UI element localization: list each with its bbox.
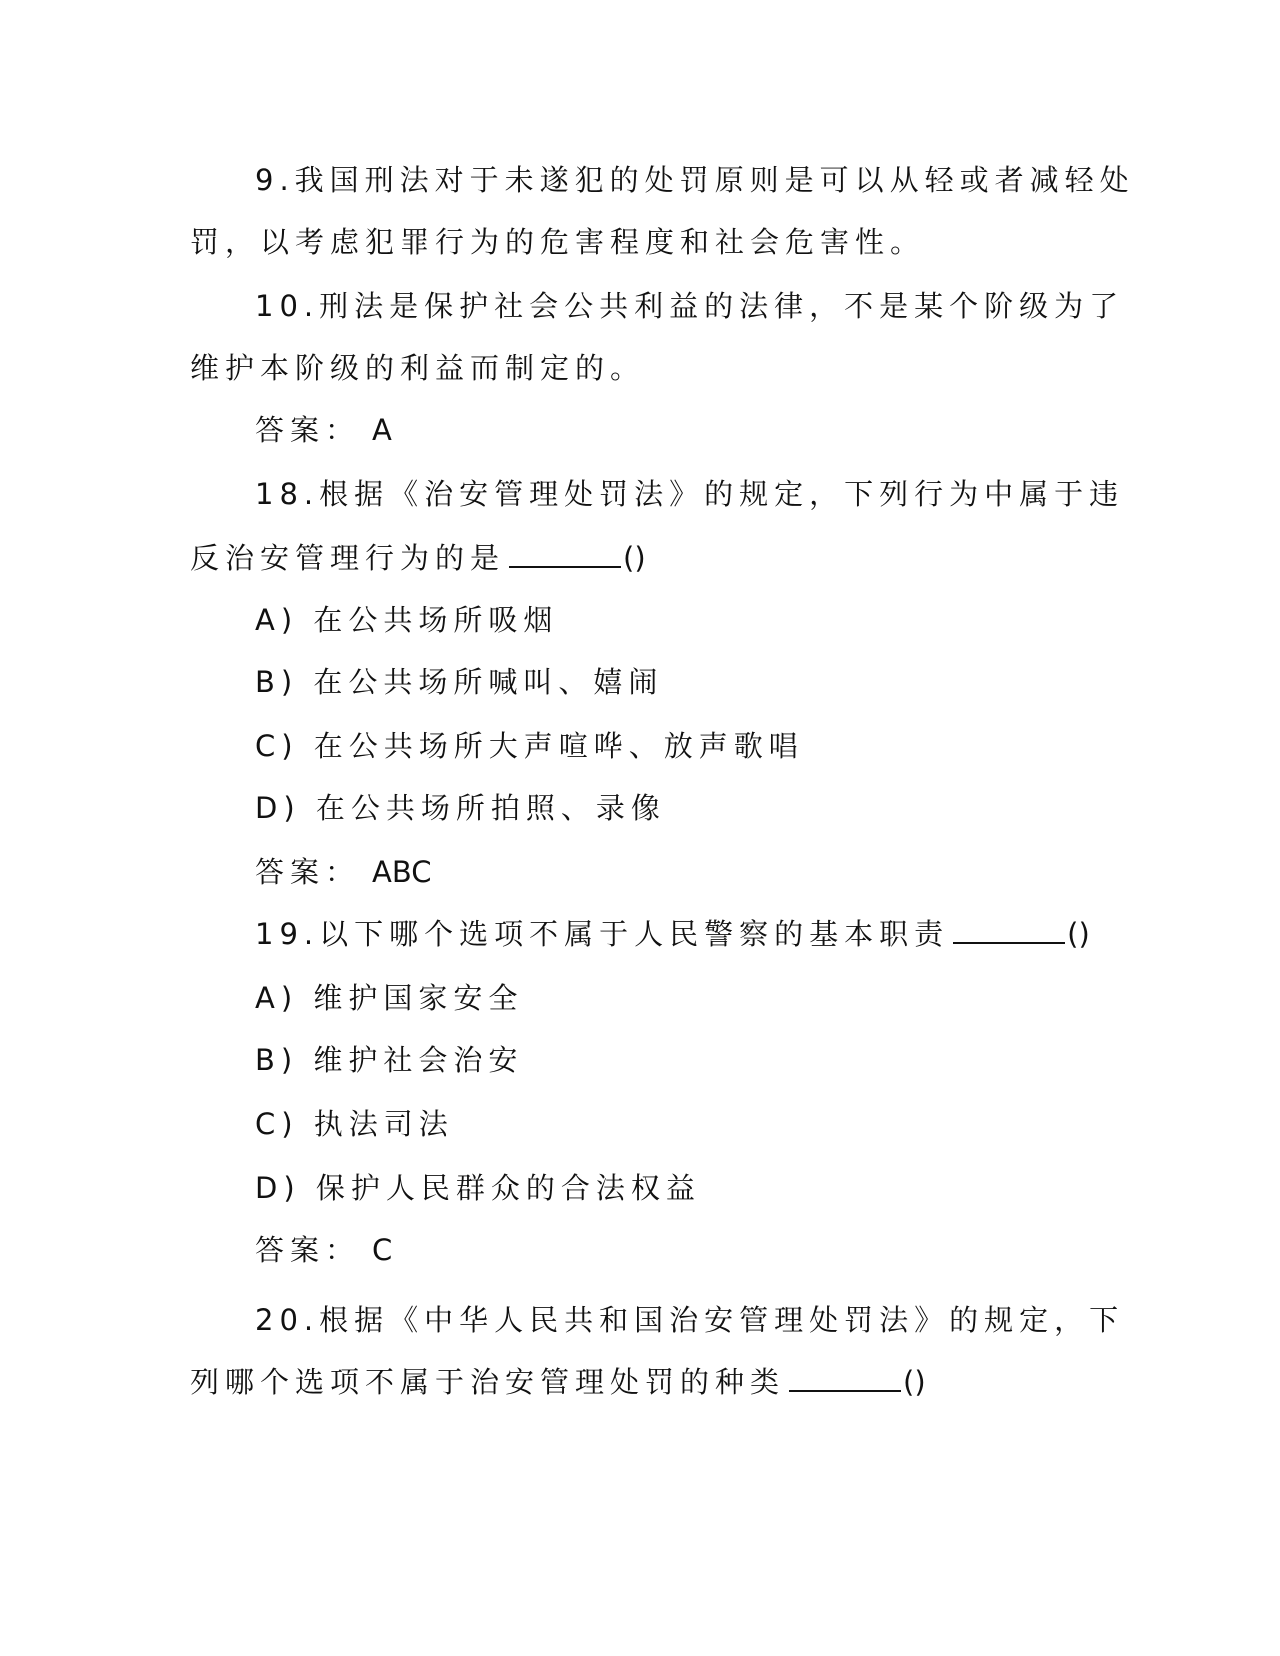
q19-option-b: B) 维护社会治安: [255, 1043, 524, 1077]
q18-line1: 18.根据《治安管理处罚法》的规定，下列行为中属于违: [255, 477, 1125, 511]
q19-option-d: D) 保护人民群众的合法权益: [255, 1171, 701, 1205]
answer-value: ABC: [372, 855, 432, 889]
answer-label: 答案：: [255, 855, 361, 889]
q19-line1: [255, 914, 1090, 954]
answer-blank: [789, 1364, 901, 1392]
answer-line-1: [255, 410, 392, 450]
q18-line2-text: 反治安管理行为的是: [190, 541, 506, 575]
q19-option-a: A) 维护国家安全: [255, 981, 524, 1015]
answer-line-3: [255, 1230, 392, 1270]
answer-line-2: [255, 852, 432, 892]
answer-blank: [953, 916, 1065, 944]
q19-line1-text: 19.以下哪个选项不属于人民警察的基本职责: [255, 917, 950, 951]
paren: (): [903, 1365, 926, 1399]
q20-line2-text: 列哪个选项不属于治安管理处罚的种类: [190, 1365, 786, 1399]
answer-label: 答案：: [255, 413, 361, 447]
q10-line1: 10.刑法是保护社会公共利益的法律，不是某个阶级为了: [255, 289, 1125, 323]
answer-blank: [509, 540, 621, 568]
q10-line2: 维护本阶级的利益而制定的。: [190, 351, 646, 385]
answer-value: C: [372, 1233, 393, 1267]
paren: (): [1067, 917, 1090, 951]
q18-line2: [190, 538, 646, 578]
q18-option-a: A) 在公共场所吸烟: [255, 603, 559, 637]
q20-line2: [190, 1362, 926, 1402]
q9-line2: 罚，以考虑犯罪行为的危害程度和社会危害性。: [190, 225, 926, 259]
q9-line1: 9.我国刑法对于未遂犯的处罚原则是可以从轻或者减轻处: [255, 163, 1135, 197]
answer-label: 答案：: [255, 1233, 361, 1267]
q19-option-c: C) 执法司法: [255, 1107, 454, 1141]
q18-option-c: C) 在公共场所大声喧哗、放声歌唱: [255, 729, 804, 763]
answer-value: A: [372, 413, 392, 447]
paren: (): [623, 541, 646, 575]
q20-line1: 20.根据《中华人民共和国治安管理处罚法》的规定，下: [255, 1303, 1125, 1337]
q18-option-b: B) 在公共场所喊叫、嬉闹: [255, 665, 664, 699]
q18-option-d: D) 在公共场所拍照、录像: [255, 791, 666, 825]
